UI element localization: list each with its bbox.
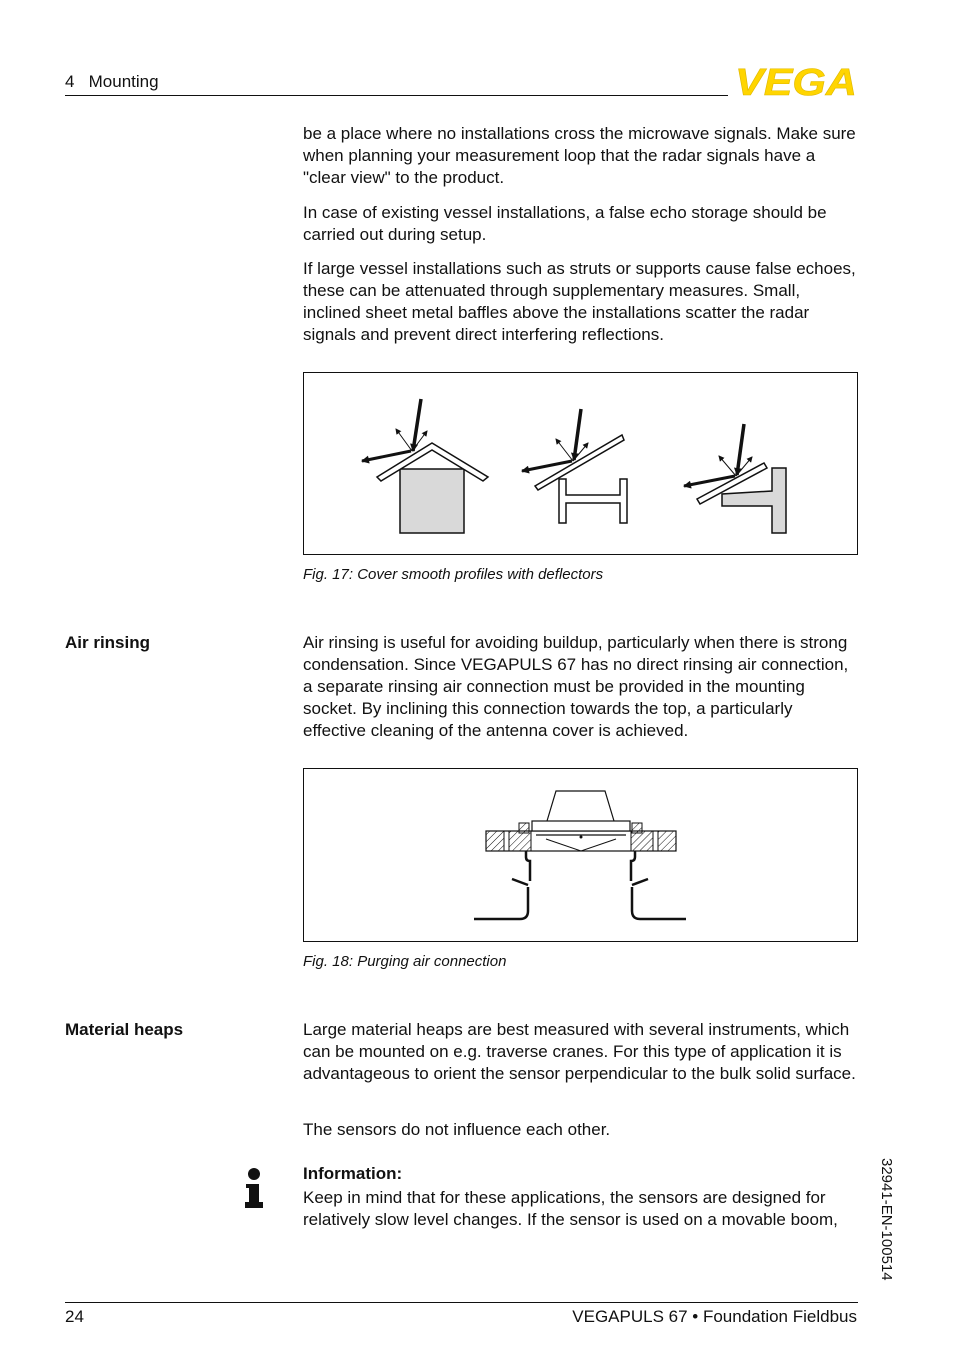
paragraph-material-heaps: Large material heaps are best measured with several instruments, which can be mounted on e.g. traverse cranes. For this type of application it is advantageous to orient the sensor perpendicular to the bulk solid surface. xyxy=(303,1020,856,1083)
beam-deflector-group xyxy=(522,409,627,523)
footer-rule xyxy=(65,1302,858,1303)
section-number: 4 xyxy=(65,72,75,91)
tee-deflector-group xyxy=(684,424,786,533)
information-title: Information: xyxy=(303,1164,403,1183)
figure-18-caption: Fig. 18: Purging air connection xyxy=(303,953,507,970)
info-icon xyxy=(244,1167,264,1209)
paragraph-sensors-independent: The sensors do not influence each other. xyxy=(303,1120,611,1139)
page-number: 24 xyxy=(65,1307,84,1326)
paragraph-air-rinsing: Air rinsing is useful for avoiding buildup, particularly when there is strong condensation. Since VEGAPULS 67 has no direct rinsing air connection, a separate rinsing air connection must be provided in the mounting socket. By inclining this connection towards the top, a particularly effective cleaning of the antenna cover is achieved. xyxy=(303,633,849,740)
logo-text: VEGA xyxy=(735,64,857,98)
heading-air-rinsing: Air rinsing xyxy=(65,633,151,652)
footer-title: VEGAPULS 67 • Foundation Fieldbus xyxy=(572,1307,857,1326)
header-section xyxy=(65,72,159,92)
figure-18 xyxy=(303,768,858,942)
deflector-illustration xyxy=(304,373,857,554)
paragraph-baffles: If large vessel installations such as struts or supports cause false echoes, these can be attenuated through supplementary measures. Small, inclined sheet metal baffles above the installations scatter the radar signals and prevent direct interfering reflections. xyxy=(303,259,856,344)
section-title: Mounting xyxy=(88,72,159,91)
vega-logo xyxy=(735,64,858,98)
heading-material-heaps: Material heaps xyxy=(65,1020,184,1039)
figure-17-caption: Fig. 17: Cover smooth profiles with deflectors xyxy=(303,566,604,583)
document-id: 32941-EN-100514 xyxy=(878,1158,895,1281)
roof-deflector-group xyxy=(362,399,488,533)
figure-17 xyxy=(303,372,858,555)
information-text: Keep in mind that for these applications, the sensors are designed for relatively slow level changes. If the sensor is used on a movable boom, xyxy=(303,1188,838,1229)
paragraph-false-echo: In case of existing vessel installations, a false echo storage should be carried out during setup. xyxy=(303,203,827,244)
paragraph-clear-view: be a place where no installations cross the microwave signals. Make sure when planning your measurement loop that the radar signals have a "clear view" to the product. xyxy=(303,124,856,187)
purging-air-illustration xyxy=(304,769,857,941)
header-rule xyxy=(65,95,728,96)
